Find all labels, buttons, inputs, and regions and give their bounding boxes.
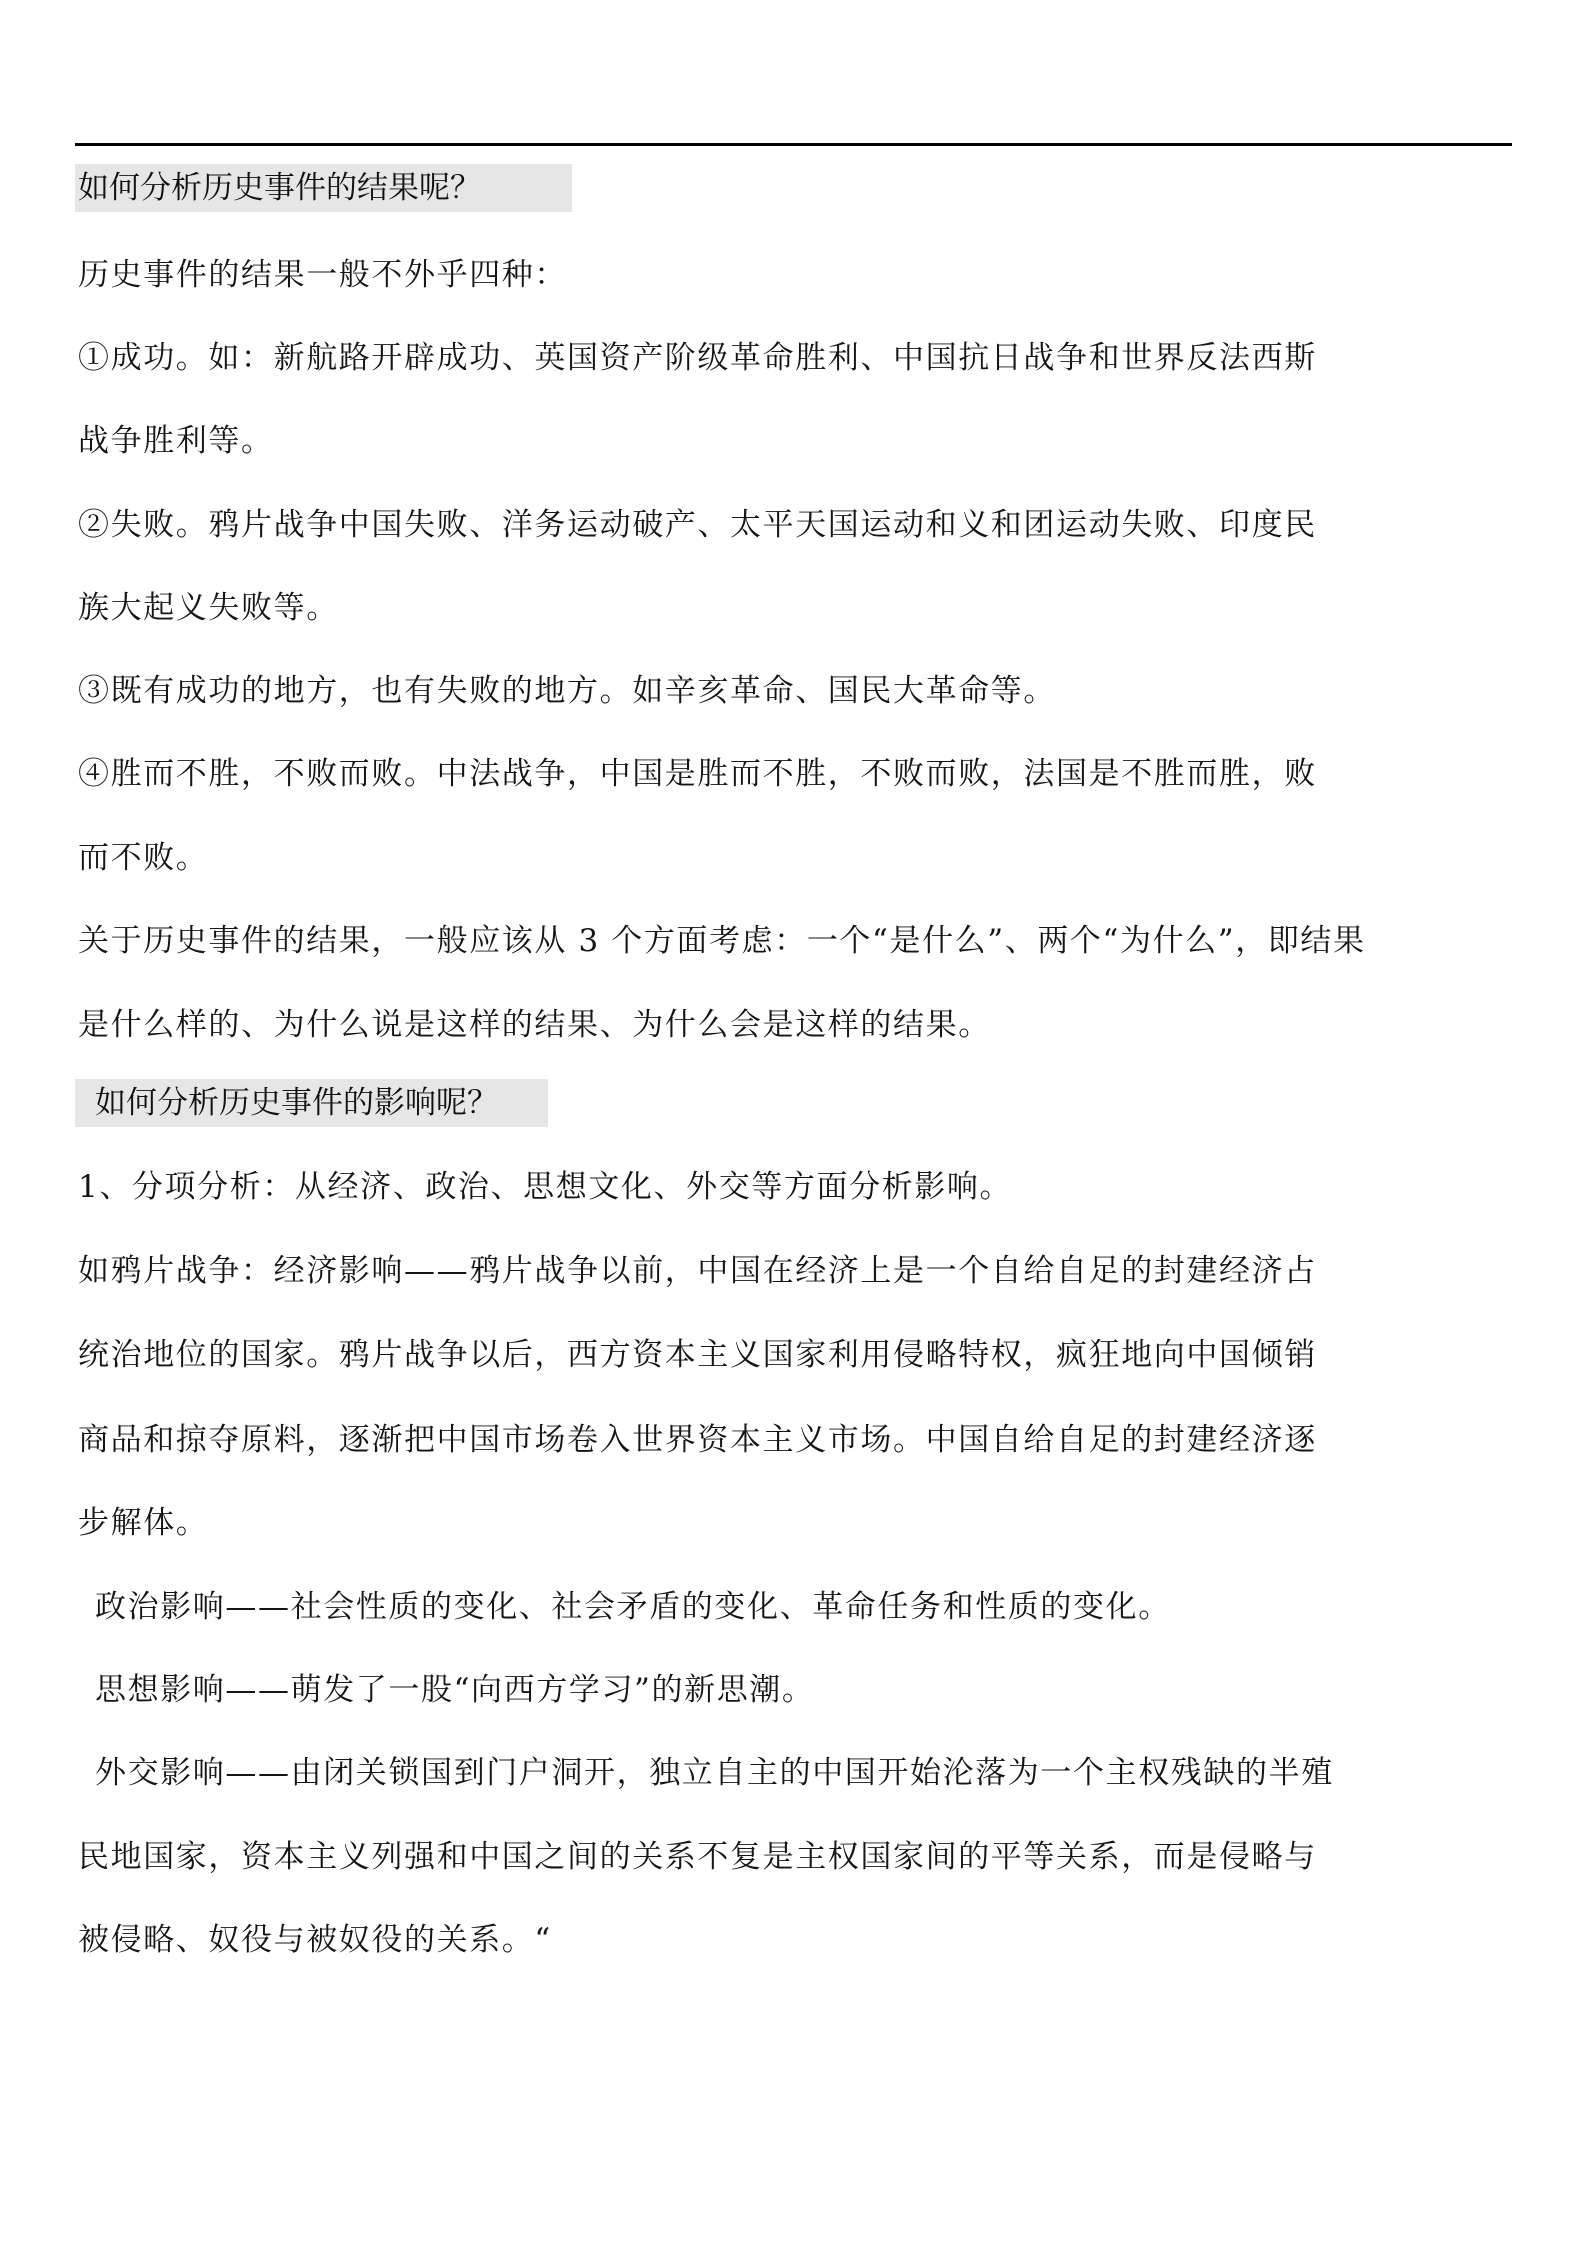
heading-results: 如何分析历史事件的结果呢？ bbox=[75, 164, 572, 212]
result-item-failure-line2: 族大起义失败等。 bbox=[78, 590, 339, 626]
impact-ideological: 思想影响——萌发了一股“向西方学习”的新思潮。 bbox=[95, 1672, 815, 1708]
result-item-paradox-line2: 而不败。 bbox=[78, 840, 209, 876]
result-item-failure-line1: ②失败。鸦片战争中国失败、洋务运动破产、太平天国运动和义和团运动失败、印度民 bbox=[78, 507, 1317, 543]
results-summary-line1: 关于历史事件的结果，一般应该从 3 个方面考虑：一个“是什么”、两个“为什么”，即结果 bbox=[78, 923, 1366, 959]
results-summary-line2: 是什么样的、为什么说是这样的结果、为什么会是这样的结果。 bbox=[78, 1007, 991, 1043]
result-item-success-line2: 战争胜利等。 bbox=[78, 423, 274, 459]
result-item-paradox-line1: ④胜而不胜，不败而败。中法战争，中国是胜而不胜，不败而败，法国是不胜而胜，败 bbox=[78, 756, 1317, 792]
impact-economic-line3: 商品和掠夺原料，逐渐把中国市场卷入世界资本主义市场。中国自给自足的封建经济逐 bbox=[78, 1422, 1317, 1458]
impact-diplomatic-line2: 民地国家，资本主义列强和中国之间的关系不复是主权国家间的平等关系，而是侵略与 bbox=[78, 1839, 1317, 1875]
impact-point1: 1、分项分析：从经济、政治、思想文化、外交等方面分析影响。 bbox=[78, 1169, 1013, 1205]
results-intro: 历史事件的结果一般不外乎四种： bbox=[78, 257, 567, 293]
result-item-mixed: ③既有成功的地方，也有失败的地方。如辛亥革命、国民大革命等。 bbox=[78, 673, 1056, 709]
result-item-success-line1: ①成功。如：新航路开辟成功、英国资产阶级革命胜利、中国抗日战争和世界反法西斯 bbox=[78, 340, 1317, 376]
impact-political: 政治影响——社会性质的变化、社会矛盾的变化、革命任务和性质的变化。 bbox=[95, 1589, 1171, 1625]
header-rule bbox=[75, 143, 1512, 146]
impact-diplomatic-line1: 外交影响——由闭关锁国到门户洞开，独立自主的中国开始沦落为一个主权残缺的半殖 bbox=[95, 1755, 1334, 1791]
heading-impact: 如何分析历史事件的影响呢？ bbox=[75, 1079, 548, 1127]
impact-economic-line1: 如鸦片战争：经济影响——鸦片战争以前，中国在经济上是一个自给自足的封建经济占 bbox=[78, 1253, 1317, 1289]
impact-diplomatic-line3: 被侵略、奴役与被奴役的关系。“ bbox=[78, 1922, 552, 1958]
impact-economic-line2: 统治地位的国家。鸦片战争以后，西方资本主义国家利用侵略特权，疯狂地向中国倾销 bbox=[78, 1337, 1317, 1373]
impact-economic-line4: 步解体。 bbox=[78, 1505, 209, 1541]
